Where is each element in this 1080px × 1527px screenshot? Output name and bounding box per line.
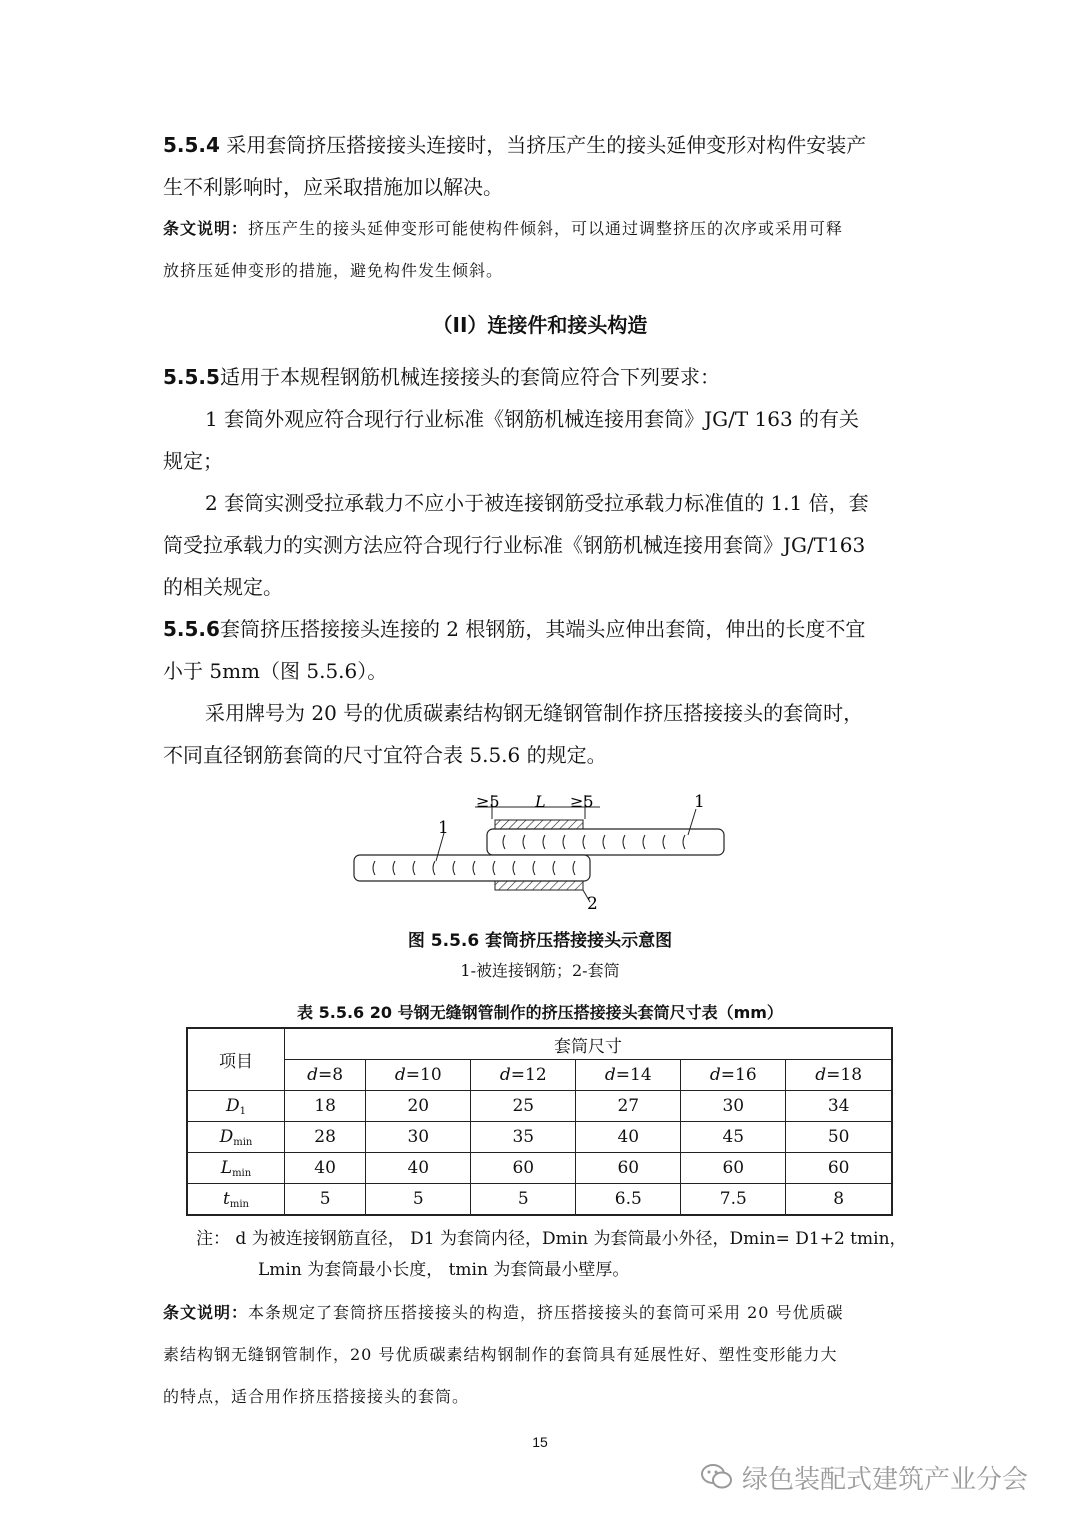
table-note: 注： d 为被连接钢筋直径， D1 为套筒内径，Dmin 为套筒最小外径，Dmin= D1+2 tmin， — [196, 1229, 907, 1249]
header-sleeve-size: 套筒尺寸 — [285, 1028, 893, 1060]
figure-legend: 1-被连接钢筋；2-套筒 — [460, 961, 620, 980]
table-title: 表 5.5.6 20 号钢无缝钢管制作的挤压搭接接头套筒尺寸表（mm） — [297, 1003, 783, 1022]
explanation-2-cont: 素结构钢无缝钢管制作，20 号优质碳素结构钢制作的套筒具有延展性好、塑性变形能力大 — [163, 1345, 838, 1364]
sleeve-bottom — [495, 881, 583, 890]
figure-caption: 图 5.5.6 套筒挤压搭接接头示意图 — [407, 931, 673, 951]
table-row — [187, 1184, 892, 1216]
row-symbol: $L_{min}$ — [187, 1153, 285, 1184]
clause-5-5-6: 5.5.6套筒挤压搭接接头连接的 2 根钢筋，其端头应伸出套筒，伸出的长度不宜 — [163, 617, 866, 641]
cell: 25 — [471, 1091, 576, 1122]
watermark-text: 绿色装配式建筑产业分会 — [742, 1464, 1029, 1495]
d-header: d=18 — [786, 1060, 892, 1091]
section-subheading: （II）连接件和接头构造 — [432, 313, 648, 337]
watermark — [700, 1452, 1060, 1502]
cell: 30 — [366, 1122, 471, 1153]
clause-5-5-5: 5.5.5适用于本规程钢筋机械连接接头的套筒应符合下列要求： — [163, 365, 720, 389]
lower-rebar — [354, 855, 590, 881]
cell: 18 — [285, 1091, 366, 1122]
cell: 6.5 — [576, 1184, 681, 1216]
cell: 40 — [285, 1153, 366, 1184]
cell: 40 — [366, 1153, 471, 1184]
cell: 8 — [786, 1184, 892, 1216]
sleeve-dimension-table — [186, 1027, 893, 1216]
table-row — [187, 1091, 892, 1122]
cell: 27 — [576, 1091, 681, 1122]
cell: 5 — [366, 1184, 471, 1216]
cell: 30 — [681, 1091, 786, 1122]
cell: 34 — [786, 1091, 892, 1122]
row-symbol: $D_{min}$ — [187, 1122, 285, 1153]
label-2: 2 — [587, 894, 598, 914]
d-header-row — [187, 1060, 892, 1091]
sleeve-lap-joint-diagram — [340, 785, 740, 915]
cell: 7.5 — [681, 1184, 786, 1216]
cell: 60 — [471, 1153, 576, 1184]
paragraph-2-cont: 不同直径钢筋套筒的尺寸宜符合表 5.5.6 的规定。 — [163, 743, 607, 767]
table-row — [187, 1122, 892, 1153]
row-symbol: $t_{min}$ — [187, 1184, 285, 1216]
d-header: d=12 — [471, 1060, 576, 1091]
d-header: d=10 — [366, 1060, 471, 1091]
explanation-2-cont2: 的特点，适合用作挤压搭接接头的套筒。 — [163, 1387, 470, 1406]
cell: 28 — [285, 1122, 366, 1153]
d-header: d=8 — [285, 1060, 366, 1091]
clause-5-5-6-cont: 小于 5mm（图 5.5.6）。 — [163, 659, 388, 683]
explanation-1-cont: 放挤压延伸变形的措施，避免构件发生倾斜。 — [163, 261, 504, 280]
explanation-2: 条文说明：本条规定了套筒挤压搭接接头的构造，挤压搭接接头的套筒可采用 20 号优质碳 — [163, 1303, 844, 1322]
cell: 45 — [681, 1122, 786, 1153]
table-note-cont: Lmin 为套筒最小长度， tmin 为套筒最小壁厚。 — [258, 1260, 630, 1280]
page-number: 15 — [532, 1434, 548, 1450]
d-header: d=14 — [576, 1060, 681, 1091]
dim-mid-label: L — [535, 792, 546, 811]
dim-right-label: ≥5 — [570, 792, 594, 811]
cell: 35 — [471, 1122, 576, 1153]
paragraph-2: 采用牌号为 20 号的优质碳素结构钢无缝钢管制作挤压搭接接头的套筒时， — [205, 701, 864, 725]
clause-5-5-4: 5.5.4 采用套筒挤压搭接接头连接时，当挤压产生的接头延伸变形对构件安装产 — [163, 133, 867, 157]
item-2: 2 套筒实测受拉承载力不应小于被连接钢筋受拉承载力标准值的 1.1 倍，套 — [205, 491, 869, 515]
d-header: d=16 — [681, 1060, 786, 1091]
item-1-cont: 规定； — [163, 449, 223, 473]
cell: 60 — [681, 1153, 786, 1184]
dim-left-label: ≥5 — [476, 792, 500, 811]
item-2-cont: 筒受拉承载力的实测方法应符合现行行业标准《钢筋机械连接用套筒》JG/T163 — [163, 533, 866, 557]
item-1: 1 套筒外观应符合现行行业标准《钢筋机械连接用套筒》JG/T 163 的有关 — [205, 407, 860, 431]
cell: 50 — [786, 1122, 892, 1153]
cell: 40 — [576, 1122, 681, 1153]
cell: 5 — [285, 1184, 366, 1216]
cell: 20 — [366, 1091, 471, 1122]
table-row — [187, 1153, 892, 1184]
wechat-icon — [700, 1462, 734, 1492]
clause-5-5-4-cont: 生不利影响时，应采取措施加以解决。 — [163, 175, 503, 199]
cell: 5 — [471, 1184, 576, 1216]
row-symbol: $D_1$ — [187, 1091, 285, 1122]
cell: 60 — [786, 1153, 892, 1184]
header-item: 项目 — [187, 1028, 285, 1091]
label-1-right: 1 — [694, 792, 705, 812]
label-1-left: 1 — [438, 818, 449, 838]
sleeve-top — [495, 820, 583, 829]
cell: 60 — [576, 1153, 681, 1184]
item-2-cont2: 的相关规定。 — [163, 575, 283, 599]
explanation-1: 条文说明：挤压产生的接头延伸变形可能使构件倾斜，可以通过调整挤压的次序或采用可释 — [163, 219, 844, 238]
